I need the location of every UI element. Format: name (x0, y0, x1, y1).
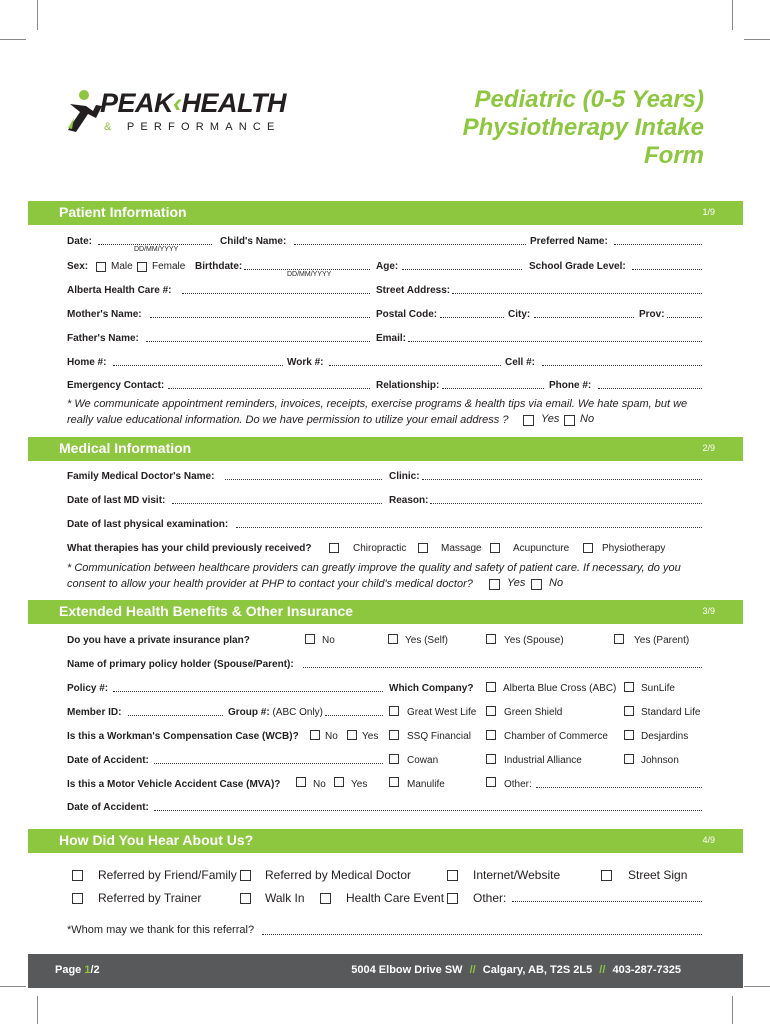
title-line-2: Physiotherapy Intake (462, 114, 704, 141)
crop-mark (37, 0, 38, 30)
email-label: Email: (376, 333, 407, 344)
johnson-checkbox[interactable] (624, 754, 634, 764)
section-page: 4/9 (702, 835, 715, 845)
father-name-field[interactable] (146, 333, 370, 342)
section-page: 3/9 (702, 606, 715, 616)
emergency-contact-label: Emergency Contact: (67, 380, 165, 391)
clinic-label: Clinic: (389, 471, 420, 482)
address-street: 5004 Elbow Drive SW (351, 964, 463, 976)
school-grade-field[interactable] (632, 261, 702, 270)
section-page: 2/9 (702, 443, 715, 453)
friend-label: Referred by Friend/Family (98, 868, 237, 882)
crop-mark (744, 986, 770, 987)
referral-thanks-label: *Whom may we thank for this referral? (67, 924, 255, 936)
age-field[interactable] (402, 261, 522, 270)
mva-yes-checkbox[interactable] (334, 777, 344, 787)
birthdate-format-hint: DD/MM/YYYY (287, 271, 332, 278)
policy-label: Policy #: (67, 683, 109, 694)
consent-no-checkbox[interactable] (531, 579, 542, 590)
section-bar-patient (28, 201, 743, 225)
home-phone-label: Home #: (67, 357, 107, 368)
note-line (67, 412, 687, 428)
child-name-field[interactable] (294, 236, 526, 245)
doctor-referral-label: Referred by Medical Doctor (265, 868, 412, 882)
logo-ampersand: & (104, 121, 118, 133)
internet-label: Internet/Website (473, 868, 561, 882)
crop-mark (732, 996, 733, 1024)
work-phone-field[interactable] (329, 357, 501, 366)
insurance-yes-parent-label: Yes (Parent) (634, 635, 690, 646)
section-title: Extended Health Benefits & Other Insurance (59, 603, 354, 619)
email-no-checkbox[interactable] (564, 415, 575, 426)
mva-no-checkbox[interactable] (296, 777, 306, 787)
family-doctor-field[interactable] (225, 471, 382, 480)
email-yes-checkbox[interactable] (523, 415, 534, 426)
date-format-hint: DD/MM/YYYY (134, 246, 179, 253)
crop-mark (37, 996, 38, 1024)
group-label (228, 707, 323, 718)
age-label: Age: (376, 261, 399, 272)
desjardins-checkbox[interactable] (624, 730, 634, 740)
doctor-consent-note (67, 560, 681, 592)
insurance-yes-spouse-label: Yes (Spouse) (504, 635, 564, 646)
member-id-field[interactable] (128, 707, 223, 716)
page-current: 1 (84, 964, 91, 976)
desjardins-label: Desjardins (641, 731, 689, 742)
member-id-label: Member ID: (67, 707, 122, 718)
sunlife-checkbox[interactable] (624, 682, 634, 692)
physiotherapy-checkbox[interactable] (583, 543, 593, 553)
referral-thanks-field[interactable] (262, 926, 702, 935)
group-label-text: Group #: (228, 707, 270, 718)
event-checkbox[interactable] (320, 893, 331, 904)
abc-label: Alberta Blue Cross (ABC) (503, 683, 617, 694)
standard-life-checkbox[interactable] (624, 706, 634, 716)
male-label: Male (111, 261, 133, 272)
walk-in-checkbox[interactable] (240, 893, 251, 904)
footer-bar (28, 954, 743, 988)
page-label: Page (55, 964, 82, 976)
manulife-label: Manulife (407, 779, 445, 790)
section-bar-insurance (28, 600, 743, 624)
clinic-address (351, 964, 681, 976)
policy-field[interactable] (113, 683, 383, 692)
relationship-label: Relationship: (376, 380, 440, 391)
form-title (463, 86, 704, 170)
address-separator: // (469, 964, 476, 976)
child-name-label: Child's Name: (220, 236, 287, 247)
logo (66, 88, 296, 134)
wcb-no-checkbox[interactable] (310, 730, 320, 740)
reason-field[interactable] (430, 495, 702, 504)
male-checkbox[interactable] (96, 262, 106, 272)
chamber-checkbox[interactable] (486, 730, 496, 740)
mva-label: Is this a Motor Vehicle Accident Case (MVA)? (67, 779, 281, 790)
email-field[interactable] (408, 333, 702, 342)
primary-holder-field[interactable] (303, 659, 702, 668)
date-field[interactable] (98, 236, 212, 245)
last-md-visit-field[interactable] (172, 495, 382, 504)
city-label: City: (508, 309, 531, 320)
section-title: Patient Information (59, 204, 187, 220)
note-line: * Communication between healthcare providers can greatly improve the quality and safety of patient care. If necessary, do you (67, 562, 681, 574)
abc-only-note: (ABC Only) (272, 707, 324, 718)
primary-holder-label: Name of primary policy holder (Spouse/Parent): (67, 659, 294, 670)
mva-accident-date-label: Date of Accident: (67, 802, 149, 813)
sex-label: Sex: (67, 261, 89, 272)
preferred-name-field[interactable] (614, 236, 702, 245)
work-phone-label: Work #: (287, 357, 324, 368)
other-source-field[interactable] (512, 893, 702, 902)
section-page: 1/9 (702, 207, 715, 217)
event-label: Health Care Event (346, 891, 445, 905)
postal-code-label: Postal Code: (376, 309, 438, 320)
email-no-label: No (580, 413, 595, 425)
manulife-checkbox[interactable] (389, 777, 399, 787)
private-insurance-label: Do you have a private insurance plan? (67, 635, 250, 646)
emergency-phone-label: Phone #: (549, 380, 592, 391)
physiotherapy-label: Physiotherapy (602, 543, 666, 554)
emergency-contact-field[interactable] (168, 380, 370, 389)
great-west-label: Great West Life (407, 707, 477, 718)
massage-checkbox[interactable] (418, 543, 428, 553)
clinic-field[interactable] (422, 471, 702, 480)
doctor-referral-checkbox[interactable] (240, 870, 251, 881)
date-label: Date: (67, 236, 93, 247)
reason-label: Reason: (389, 495, 429, 506)
which-company-label: Which Company? (389, 683, 474, 694)
ssq-label: SSQ Financial (407, 731, 471, 742)
trainer-checkbox[interactable] (72, 893, 83, 904)
father-name-label: Father's Name: (67, 333, 139, 344)
section-bar-medical (28, 437, 743, 461)
crop-mark (0, 39, 26, 40)
home-phone-field[interactable] (113, 357, 283, 366)
birthdate-label: Birthdate: (195, 261, 243, 272)
acupuncture-label: Acupuncture (513, 543, 570, 554)
insurance-yes-parent-checkbox[interactable] (614, 634, 624, 644)
section-title: Medical Information (59, 440, 192, 456)
note-line: * We communicate appointment reminders, invoices, receipts, exercise programs & health tips via email. We hate spam, but we (67, 398, 688, 410)
street-address-label: Street Address: (376, 285, 451, 296)
relationship-field[interactable] (442, 380, 544, 389)
title-line-1: Pediatric (0-5 Years) (474, 86, 704, 113)
wcb-no-label: No (325, 731, 338, 742)
last-exam-label: Date of last physical examination: (67, 519, 229, 530)
note-line-text: consent to allow your health provider at PHP to contact your child's medical doctor? (67, 578, 473, 590)
preferred-name-label: Preferred Name: (530, 236, 608, 247)
mva-yes-label: Yes (351, 779, 368, 790)
crop-mark (0, 986, 26, 987)
address-city: Calgary, AB, T2S 2L5 (482, 964, 593, 976)
other-source-checkbox[interactable] (447, 893, 458, 904)
standard-life-label: Standard Life (641, 707, 701, 718)
address-phone: 403-287-7325 (612, 964, 681, 976)
cowan-label: Cowan (407, 755, 439, 766)
other-insurer-field[interactable] (536, 779, 702, 788)
abc-checkbox[interactable] (486, 682, 496, 692)
page-indicator (55, 964, 100, 976)
walk-in-label: Walk In (265, 891, 305, 905)
family-doctor-label: Family Medical Doctor's Name: (67, 471, 215, 482)
mother-name-label: Mother's Name: (67, 309, 142, 320)
street-sign-label: Street Sign (628, 868, 688, 882)
logo-chevron-icon: ‹ (173, 88, 182, 118)
other-insurer-label: Other: (504, 779, 532, 790)
prov-label: Prov: (639, 309, 665, 320)
title-line-3: Form (644, 142, 704, 169)
alberta-health-field[interactable] (182, 285, 370, 294)
friend-checkbox[interactable] (72, 870, 83, 881)
prov-field[interactable] (667, 309, 702, 318)
cell-phone-field[interactable] (542, 357, 702, 366)
logo-word-health: HEALTH (181, 88, 287, 118)
green-shield-checkbox[interactable] (486, 706, 496, 716)
other-source-label: Other: (473, 891, 507, 905)
cowan-checkbox[interactable] (389, 754, 399, 764)
address-separator: // (599, 964, 606, 976)
consent-yes-label: Yes (507, 577, 526, 589)
section-bar-hear (28, 829, 743, 853)
other-insurer-checkbox[interactable] (486, 777, 496, 787)
street-sign-checkbox[interactable] (601, 870, 612, 881)
email-yes-label: Yes (541, 413, 560, 425)
postal-code-field[interactable] (440, 309, 504, 318)
mva-accident-date-field[interactable] (154, 802, 702, 811)
logo-word-peak: PEAK (100, 88, 174, 118)
emergency-phone-field[interactable] (598, 380, 702, 389)
consent-yes-checkbox[interactable] (489, 579, 500, 590)
female-label: Female (152, 261, 186, 272)
internet-checkbox[interactable] (447, 870, 458, 881)
insurance-yes-self-checkbox[interactable] (388, 634, 398, 644)
accident-date-field[interactable] (154, 755, 383, 764)
insurance-no-label: No (322, 635, 335, 646)
accident-date-label: Date of Accident: (67, 755, 149, 766)
email-permission-note (67, 396, 687, 428)
school-grade-label: School Grade Level: (529, 261, 626, 272)
last-exam-field[interactable] (236, 519, 702, 528)
crop-mark (744, 39, 770, 40)
johnson-label: Johnson (641, 755, 679, 766)
ssq-checkbox[interactable] (389, 730, 399, 740)
city-field[interactable] (534, 309, 634, 318)
therapies-label: What therapies has your child previously received? (67, 543, 312, 554)
industrial-label: Industrial Alliance (504, 755, 582, 766)
green-shield-label: Green Shield (504, 707, 563, 718)
wcb-yes-checkbox[interactable] (347, 730, 357, 740)
alberta-health-label: Alberta Health Care #: (67, 285, 172, 296)
note-line-text: really value educational information. Do we have permission to utilize your email address ? (67, 414, 509, 426)
acupuncture-checkbox[interactable] (490, 543, 500, 553)
section-title: How Did You Hear About Us? (59, 832, 254, 848)
insurance-yes-spouse-checkbox[interactable] (486, 634, 496, 644)
insurance-yes-self-label: Yes (Self) (405, 635, 448, 646)
group-field[interactable] (325, 707, 383, 716)
insurance-no-checkbox[interactable] (305, 634, 315, 644)
crop-mark (732, 0, 733, 30)
consent-no-label: No (549, 577, 564, 589)
wcb-yes-label: Yes (362, 731, 379, 742)
industrial-checkbox[interactable] (486, 754, 496, 764)
page-total: /2 (90, 964, 100, 976)
note-line (67, 576, 681, 592)
street-address-field[interactable] (452, 285, 702, 294)
wcb-label: Is this a Workman's Compensation Case (WCB)? (67, 731, 299, 742)
trainer-label: Referred by Trainer (98, 891, 202, 905)
last-md-visit-label: Date of last MD visit: (67, 495, 166, 506)
mother-name-field[interactable] (150, 309, 370, 318)
birthdate-field[interactable] (244, 261, 370, 270)
female-checkbox[interactable] (137, 262, 147, 272)
mva-no-label: No (313, 779, 326, 790)
chiropractic-checkbox[interactable] (329, 543, 339, 553)
chiropractic-label: Chiropractic (353, 543, 407, 554)
great-west-checkbox[interactable] (389, 706, 399, 716)
cell-phone-label: Cell #: (505, 357, 536, 368)
massage-label: Massage (441, 543, 482, 554)
sunlife-label: SunLife (641, 683, 675, 694)
logo-subtitle: PERFORMANCE (126, 121, 281, 133)
chamber-label: Chamber of Commerce (504, 731, 608, 742)
